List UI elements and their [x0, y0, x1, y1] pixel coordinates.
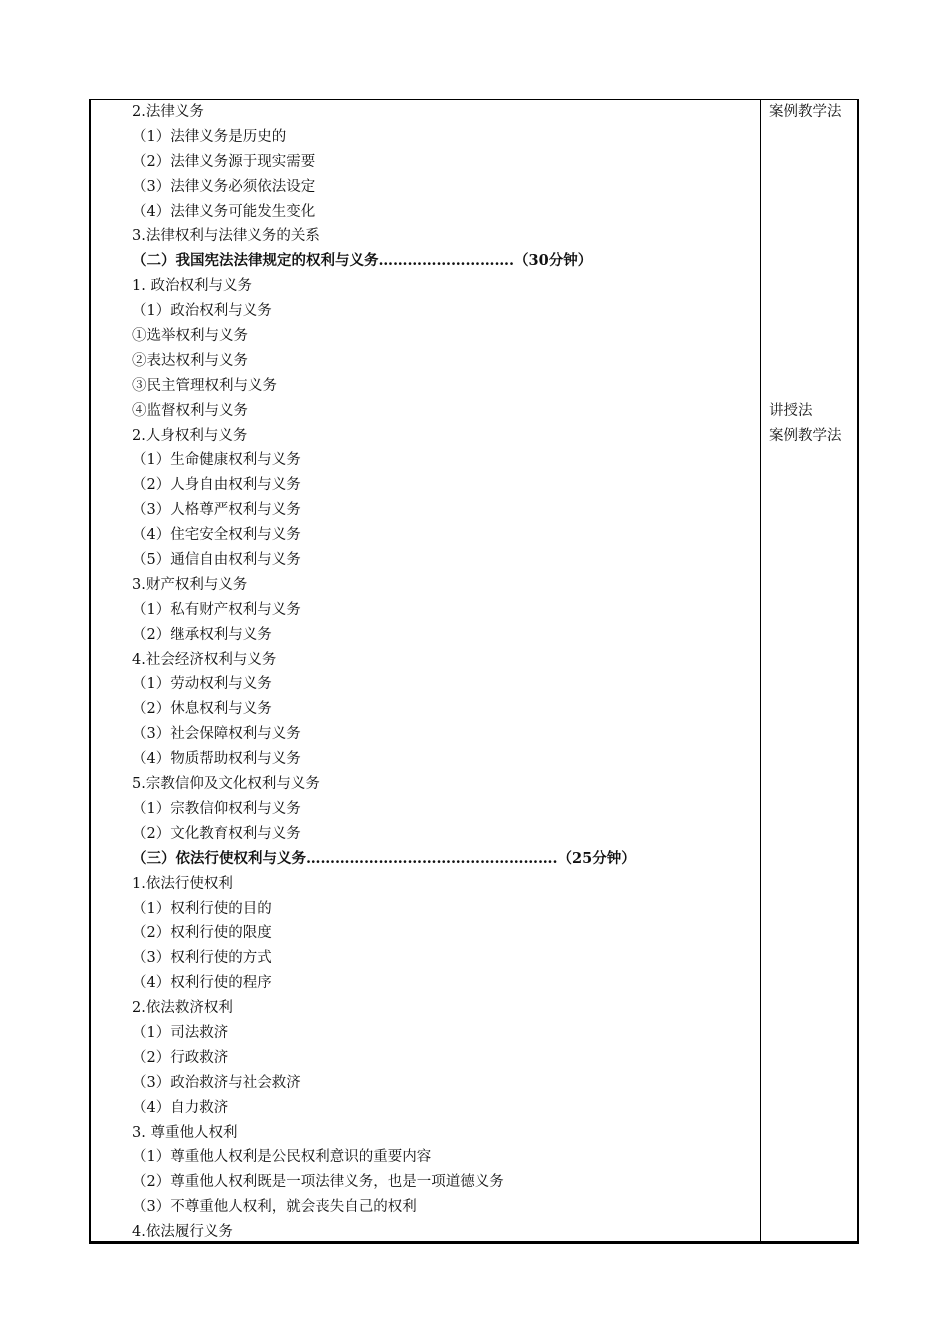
content-line: （1）劳动权利与义务	[132, 676, 272, 693]
content-line: （1）政治权利与义务	[132, 303, 272, 320]
content-line: （2）休息权利与义务	[132, 701, 272, 718]
content-line: （1）私有财产权利与义务	[132, 601, 301, 618]
content-line: （4）物质帮助权利与义务	[132, 751, 301, 768]
content-column	[132, 100, 752, 1245]
content-line: 3.法律权利与法律义务的关系	[132, 228, 320, 245]
content-line: 2.依法救济权利	[132, 1000, 233, 1017]
content-line: （1）宗教信仰权利与义务	[132, 800, 301, 817]
content-line: （2）人身自由权利与义务	[132, 477, 301, 494]
content-line: （4）法律义务可能发生变化	[132, 203, 316, 220]
content-line: （5）通信自由权利与义务	[132, 552, 301, 569]
content-line: 5.宗教信仰及文化权利与义务	[132, 776, 320, 793]
content-line: （1）权利行使的目的	[132, 900, 272, 917]
content-line: （1）尊重他人权利是公民权利意识的重要内容	[132, 1149, 432, 1166]
content-line: 4.社会经济权利与义务	[132, 651, 277, 668]
content-line: ①选举权利与义务	[132, 328, 248, 345]
content-line: 3.财产权利与义务	[132, 576, 248, 593]
content-line: ②表达权利与义务	[132, 352, 248, 369]
content-line: （1）法律义务是历史的	[132, 128, 287, 145]
content-line: （2）尊重他人权利既是一项法律义务，也是一项道德义务	[132, 1174, 504, 1191]
content-line: 2.人身权利与义务	[132, 427, 248, 444]
content-line: 3. 尊重他人权利	[132, 1124, 238, 1141]
teaching-method: 讲授法	[769, 402, 813, 419]
content-line: 4.依法履行义务	[132, 1224, 233, 1241]
content-line: 2.法律义务	[132, 104, 204, 120]
content-line: （1）生命健康权利与义务	[132, 452, 301, 469]
content-line: （2）继承权利与义务	[132, 626, 272, 643]
content-line: （3）人格尊严权利与义务	[132, 502, 301, 519]
content-line: ③民主管理权利与义务	[132, 377, 277, 394]
content-line: （3）社会保障权利与义务	[132, 726, 301, 743]
content-line: （3）法律义务必须依法设定	[132, 178, 316, 195]
content-line: （1）司法救济	[132, 1024, 229, 1041]
content-line: 1.依法行使权利	[132, 875, 233, 892]
content-line: （4）自力救济	[132, 1099, 229, 1116]
content-line: ④监督权利与义务	[132, 402, 248, 419]
lesson-plan-table	[89, 99, 859, 1244]
content-line: （2）权利行使的限度	[132, 925, 272, 942]
content-line: （2）行政救济	[132, 1049, 229, 1066]
teaching-method: 案例教学法	[769, 104, 842, 120]
content-line: （3）政治救济与社会救济	[132, 1074, 301, 1091]
section-heading: （三）依法行使权利与义务…………………………………………….（25分钟）	[132, 849, 636, 867]
content-line: （4）住宅安全权利与义务	[132, 527, 301, 544]
content-line: （2）法律义务源于现实需要	[132, 153, 316, 170]
content-line: （2）文化教育权利与义务	[132, 825, 301, 842]
content-line: （3）权利行使的方式	[132, 950, 272, 967]
column-divider	[760, 100, 761, 1241]
content-line: （3）不尊重他人权利，就会丧失自己的权利	[132, 1199, 417, 1216]
section-heading: （二）我国宪法法律规定的权利与义务……………………….（30分钟）	[132, 252, 593, 270]
teaching-method: 案例教学法	[769, 427, 842, 444]
content-line: （4）权利行使的程序	[132, 975, 272, 992]
content-line: 1. 政治权利与义务	[132, 278, 252, 295]
